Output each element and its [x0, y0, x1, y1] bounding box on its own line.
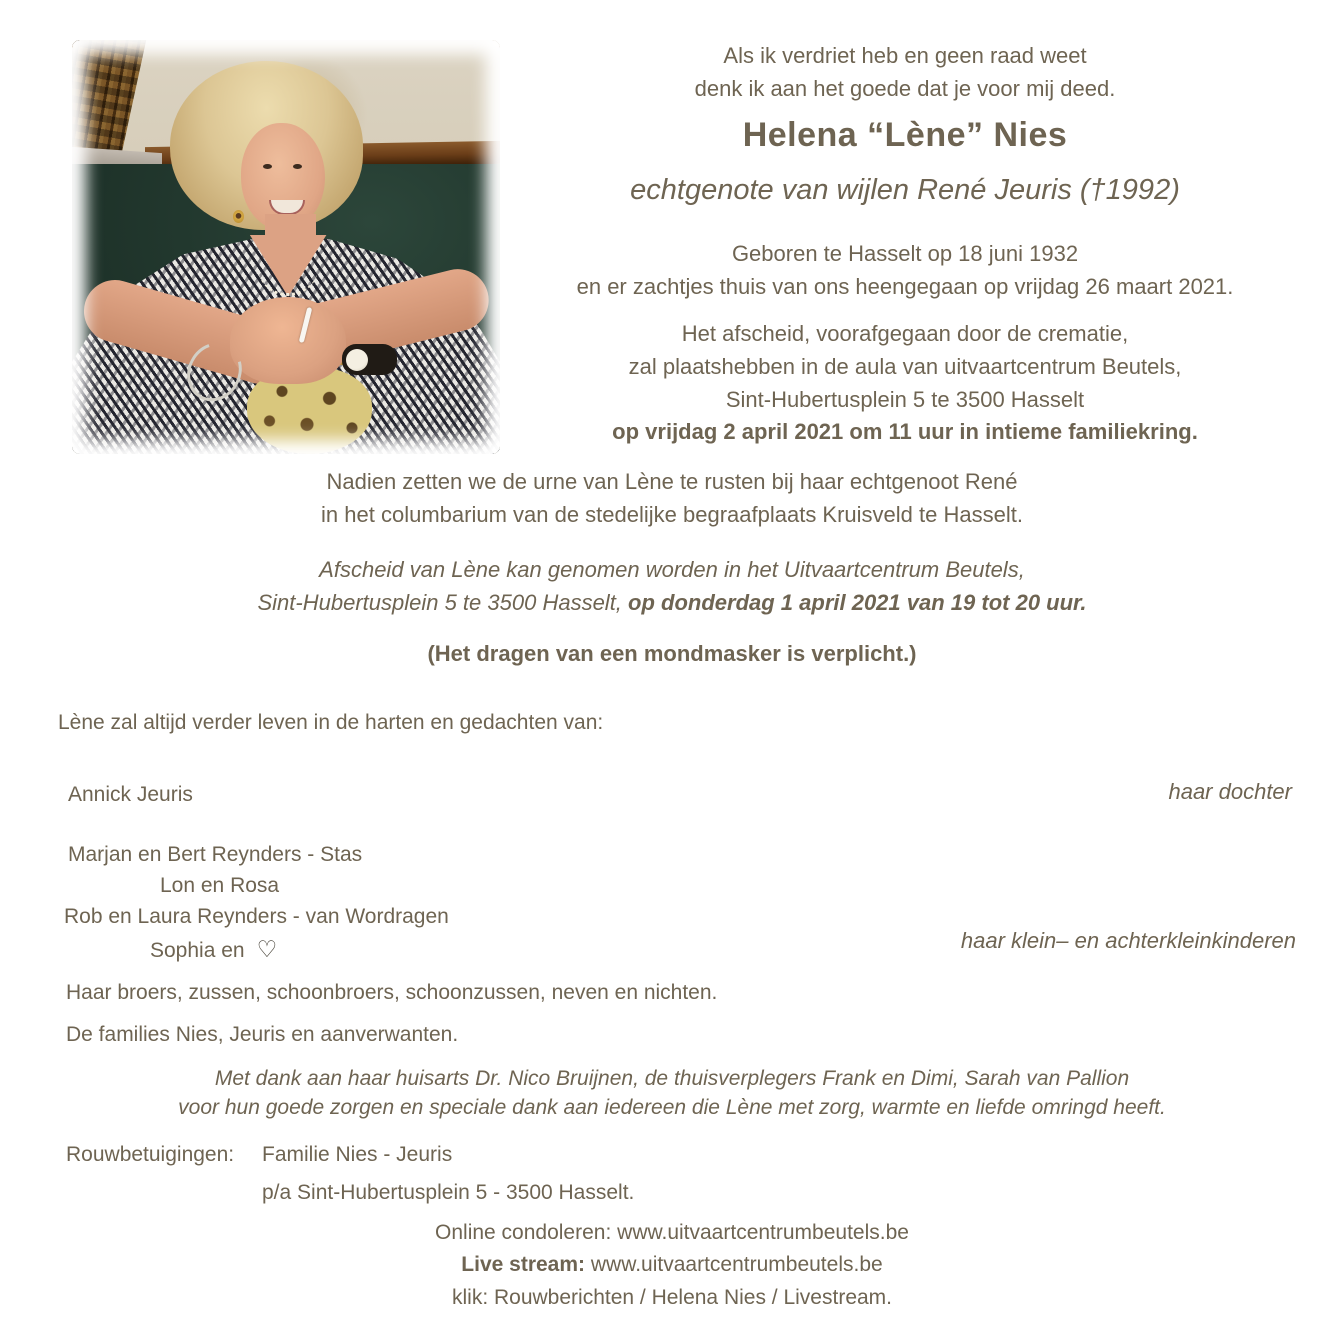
grandchild-line-4	[150, 935, 277, 964]
memory-intro: Lène zal altijd verder leven in de harten en gedachten van:	[58, 711, 604, 734]
photo-feather-edge	[72, 40, 500, 454]
thanks-line-1: Met dank aan haar huisarts Dr. Nico Bruijnen, de thuisverplegers Frank en Dimi, Sarah van Pallion	[214, 1067, 1130, 1090]
birth-line-2: en er zachtjes thuis van ons heengegaan op vrijdag 26 maart 2021.	[576, 274, 1234, 299]
farewell-line-2: zal plaatshebben in de aula van uitvaartcentrum Beutels,	[628, 354, 1182, 379]
portrait-photo	[72, 40, 500, 454]
condolences-address: p/a Sint-Hubertusplein 5 - 3500 Hasselt.	[262, 1181, 635, 1204]
heart-icon: ♡	[256, 936, 278, 962]
families-line: De families Nies, Jeuris en aanverwanten.	[66, 1023, 459, 1046]
poem-line-2: denk ik aan het goede dat je voor mij deed.	[694, 76, 1116, 101]
birth-line-1: Geboren te Hasselt op 18 juni 1932	[731, 241, 1079, 266]
visiting-address: Sint-Hubertusplein 5 te 3500 Hasselt,	[257, 590, 629, 615]
spouse-subtitle: echtgenote van wijlen René Jeuris (†1992)	[630, 174, 1180, 206]
livestream-label: Live stream:	[461, 1253, 586, 1276]
daughter-relation: haar dochter	[1168, 779, 1292, 804]
urn-line-1: Nadien zetten we de urne van Lène te rusten bij haar echtgenoot René	[326, 469, 1018, 494]
relatives-line: Haar broers, zussen, schoonbroers, schoonzussen, neven en nichten.	[66, 981, 718, 1004]
mask-notice: (Het dragen van een mondmasker is verplicht.)	[427, 641, 917, 666]
condolences-family: Familie Nies - Jeuris	[262, 1143, 453, 1166]
online-condole-label: Online condoleren:	[435, 1221, 612, 1244]
grandchildren-relation: haar klein– en achterkleinkinderen	[960, 928, 1296, 953]
poem-line-1: Als ik verdriet heb en geen raad weet	[723, 43, 1087, 68]
visiting-line-1: Afscheid van Lène kan genomen worden in het Uitvaartcentrum Beutels,	[319, 557, 1025, 582]
visiting-line-2	[40, 589, 1304, 617]
condolences-label: Rouwbetuigingen:	[66, 1143, 235, 1166]
grandchild-line-4-text: Sophia en	[150, 939, 245, 962]
daughter-name: Annick Jeuris	[68, 783, 193, 806]
grandchild-line-2: Lon en Rosa	[160, 874, 280, 897]
livestream-url: www.uitvaartcentrumbeutels.be	[590, 1253, 883, 1276]
visiting-datetime-bold: op donderdag 1 april 2021 van 19 tot 20 uur.	[628, 590, 1087, 615]
deceased-name: Helena “Lène” Nies	[742, 116, 1068, 154]
livestream-click-line: klik: Rouwberichten / Helena Nies / Livestream.	[451, 1286, 892, 1309]
urn-line-2: in het columbarium van de stedelijke begraafplaats Kruisveld te Hasselt.	[321, 502, 1023, 527]
grandchild-line-3: Rob en Laura Reynders - van Wordragen	[64, 905, 449, 928]
farewell-line-3: Sint-Hubertusplein 5 te 3500 Hasselt	[725, 387, 1085, 412]
farewell-date-bold: op vrijdag 2 april 2021 om 11 uur in intieme familiekring.	[612, 419, 1198, 444]
thanks-line-2: voor hun goede zorgen en speciale dank aan iedereen die Lène met zorg, warmte en liefde omringd heeft.	[178, 1096, 1166, 1119]
livestream-line	[40, 1252, 1304, 1278]
online-condole-line	[40, 1220, 1304, 1246]
farewell-line-1: Het afscheid, voorafgegaan door de crematie,	[681, 321, 1129, 346]
grandchild-line-1: Marjan en Bert Reynders - Stas	[68, 843, 363, 866]
online-condole-url: www.uitvaartcentrumbeutels.be	[617, 1221, 909, 1244]
